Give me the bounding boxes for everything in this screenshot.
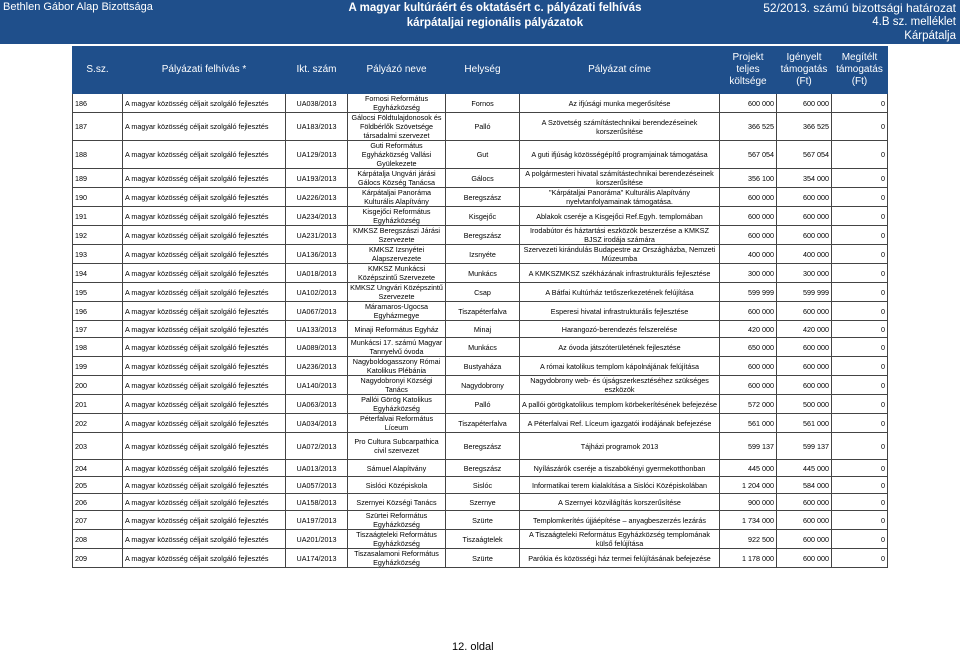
cell-palyazo: Gálocsi Földtulajdonosok és Földbérlők Szövetsége társadalmi szervezet bbox=[348, 113, 446, 141]
page-number: 12. oldal bbox=[452, 641, 494, 653]
cell-koltseg: 1 204 000 bbox=[720, 477, 777, 494]
cell-ssz: 206 bbox=[73, 494, 123, 511]
cell-iktszam: UA089/2013 bbox=[286, 338, 348, 357]
table-row bbox=[73, 141, 888, 169]
cell-helyseg: Beregszász bbox=[446, 460, 520, 477]
cell-helyseg: Tiszapéterfalva bbox=[446, 414, 520, 433]
cell-koltseg: 600 000 bbox=[720, 376, 777, 395]
cell-felhivas: A magyar közösség céljait szolgáló fejlesztés bbox=[123, 245, 286, 264]
cell-ssz: 198 bbox=[73, 338, 123, 357]
cell-felhivas: A magyar közösség céljait szolgáló fejlesztés bbox=[123, 113, 286, 141]
cell-helyseg: Csap bbox=[446, 283, 520, 302]
table-row bbox=[73, 94, 888, 113]
cell-iktszam: UA226/2013 bbox=[286, 188, 348, 207]
col-header-megitelt: Megítélt támogatás (Ft) bbox=[832, 47, 888, 94]
header-title bbox=[330, 1, 660, 31]
cell-cim: Szervezeti kirándulás Budapestre az Országházba, Nemzeti Múzeumba bbox=[520, 245, 720, 264]
cell-megitelt: 0 bbox=[832, 357, 888, 376]
cell-felhivas: A magyar közösség céljait szolgáló fejlesztés bbox=[123, 283, 286, 302]
cell-cim: A Szernyei közvilágítás korszerűsítése bbox=[520, 494, 720, 511]
cell-felhivas: A magyar közösség céljait szolgáló fejlesztés bbox=[123, 460, 286, 477]
cell-cim: Templomkerítés újjáépítése – anyagbeszerzés lezárás bbox=[520, 511, 720, 530]
table-row bbox=[73, 264, 888, 283]
cell-koltseg: 1 178 000 bbox=[720, 549, 777, 568]
cell-igenyelt: 445 000 bbox=[777, 460, 832, 477]
cell-ssz: 208 bbox=[73, 530, 123, 549]
table-row bbox=[73, 188, 888, 207]
cell-koltseg: 599 999 bbox=[720, 283, 777, 302]
cell-igenyelt: 599 137 bbox=[777, 433, 832, 460]
cell-igenyelt: 600 000 bbox=[777, 376, 832, 395]
table-row bbox=[73, 245, 888, 264]
cell-felhivas: A magyar közösség céljait szolgáló fejlesztés bbox=[123, 530, 286, 549]
cell-igenyelt: 600 000 bbox=[777, 494, 832, 511]
col-header-koltseg: Projekt teljes költsége bbox=[720, 47, 777, 94]
cell-ssz: 199 bbox=[73, 357, 123, 376]
cell-cim: Informatikai terem kialakítása a Sislóci Középiskolában bbox=[520, 477, 720, 494]
cell-ssz: 207 bbox=[73, 511, 123, 530]
table-row bbox=[73, 283, 888, 302]
cell-megitelt: 0 bbox=[832, 169, 888, 188]
cell-koltseg: 600 000 bbox=[720, 226, 777, 245]
cell-koltseg: 600 000 bbox=[720, 357, 777, 376]
cell-megitelt: 0 bbox=[832, 395, 888, 414]
cell-ssz: 189 bbox=[73, 169, 123, 188]
cell-megitelt: 0 bbox=[832, 226, 888, 245]
cell-cim: A Péterfalvai Ref. Líceum igazgatói irodájának befejezése bbox=[520, 414, 720, 433]
cell-cim: A Bátfai Kultúrház tetőszerkezetének felújítása bbox=[520, 283, 720, 302]
cell-iktszam: UA231/2013 bbox=[286, 226, 348, 245]
cell-helyseg: Minaj bbox=[446, 321, 520, 338]
col-header-cim: Pályázat címe bbox=[520, 47, 720, 94]
cell-felhivas: A magyar közösség céljait szolgáló fejlesztés bbox=[123, 264, 286, 283]
cell-igenyelt: 600 000 bbox=[777, 338, 832, 357]
cell-helyseg: Gálocs bbox=[446, 169, 520, 188]
table-row bbox=[73, 321, 888, 338]
cell-koltseg: 600 000 bbox=[720, 188, 777, 207]
cell-palyazo: KMKSZ Ungvári Középszintű Szervezete bbox=[348, 283, 446, 302]
cell-iktszam: UA136/2013 bbox=[286, 245, 348, 264]
cell-igenyelt: 500 000 bbox=[777, 395, 832, 414]
cell-cim: Ablakok cseréje a Kisgejőci Ref.Egyh. templomában bbox=[520, 207, 720, 226]
cell-ssz: 197 bbox=[73, 321, 123, 338]
cell-iktszam: UA183/2013 bbox=[286, 113, 348, 141]
cell-felhivas: A magyar közösség céljait szolgáló fejlesztés bbox=[123, 141, 286, 169]
cell-koltseg: 600 000 bbox=[720, 94, 777, 113]
table-row bbox=[73, 169, 888, 188]
cell-felhivas: A magyar közösség céljait szolgáló fejlesztés bbox=[123, 477, 286, 494]
table-row bbox=[73, 113, 888, 141]
cell-palyazo: Kisgejőci Református Egyházközség bbox=[348, 207, 446, 226]
cell-cim: A polgármesteri hivatal számítástechnikai berendezéseinek korszerűsítése bbox=[520, 169, 720, 188]
cell-igenyelt: 600 000 bbox=[777, 549, 832, 568]
cell-igenyelt: 599 999 bbox=[777, 283, 832, 302]
cell-cim: A pallói görögkatolikus templom körbekerítésének befejezése bbox=[520, 395, 720, 414]
cell-iktszam: UA133/2013 bbox=[286, 321, 348, 338]
cell-felhivas: A magyar közösség céljait szolgáló fejlesztés bbox=[123, 511, 286, 530]
cell-ssz: 192 bbox=[73, 226, 123, 245]
cell-helyseg: Kisgejőc bbox=[446, 207, 520, 226]
cell-igenyelt: 567 054 bbox=[777, 141, 832, 169]
cell-helyseg: Szürte bbox=[446, 511, 520, 530]
cell-megitelt: 0 bbox=[832, 433, 888, 460]
cell-megitelt: 0 bbox=[832, 94, 888, 113]
cell-igenyelt: 600 000 bbox=[777, 226, 832, 245]
cell-megitelt: 0 bbox=[832, 207, 888, 226]
cell-helyseg: Beregszász bbox=[446, 433, 520, 460]
cell-felhivas: A magyar közösség céljait szolgáló fejlesztés bbox=[123, 302, 286, 321]
cell-helyseg: Gut bbox=[446, 141, 520, 169]
cell-cim: Esperesi hivatal infrastrukturális fejlesztése bbox=[520, 302, 720, 321]
cell-iktszam: UA018/2013 bbox=[286, 264, 348, 283]
cell-helyseg: Beregszász bbox=[446, 188, 520, 207]
table-row bbox=[73, 460, 888, 477]
table-row bbox=[73, 357, 888, 376]
cell-koltseg: 356 100 bbox=[720, 169, 777, 188]
cell-igenyelt: 354 000 bbox=[777, 169, 832, 188]
cell-palyazo: Sislóci Középiskola bbox=[348, 477, 446, 494]
cell-helyseg: Bustyaháza bbox=[446, 357, 520, 376]
cell-felhivas: A magyar közösség céljait szolgáló fejlesztés bbox=[123, 376, 286, 395]
cell-igenyelt: 561 000 bbox=[777, 414, 832, 433]
cell-cim: Az ifjúsági munka megerősítése bbox=[520, 94, 720, 113]
header-title-line2: kárpátaljai regionális pályázatok bbox=[406, 17, 584, 29]
cell-ssz: 196 bbox=[73, 302, 123, 321]
cell-palyazo: Szürtei Református Egyházközség bbox=[348, 511, 446, 530]
cell-felhivas: A magyar közösség céljait szolgáló fejlesztés bbox=[123, 357, 286, 376]
cell-ssz: 188 bbox=[73, 141, 123, 169]
cell-ssz: 187 bbox=[73, 113, 123, 141]
cell-cim: "Kárpátaljai Panoráma" Kulturális Alapítvány nyelvtanfolyamainak támogatása. bbox=[520, 188, 720, 207]
cell-palyazo: KMKSZ Izsnyétei Alapszervezete bbox=[348, 245, 446, 264]
cell-ssz: 209 bbox=[73, 549, 123, 568]
header-region: Kárpátalja bbox=[904, 30, 956, 42]
table-row bbox=[73, 338, 888, 357]
cell-iktszam: UA234/2013 bbox=[286, 207, 348, 226]
cell-ssz: 205 bbox=[73, 477, 123, 494]
table-row bbox=[73, 207, 888, 226]
cell-palyazo: Máramaros-Ugocsa Egyházmegye bbox=[348, 302, 446, 321]
cell-cim: Nyílászárók cseréje a tiszabökényi gyermekotthonban bbox=[520, 460, 720, 477]
cell-koltseg: 922 500 bbox=[720, 530, 777, 549]
cell-helyseg: Palló bbox=[446, 113, 520, 141]
cell-megitelt: 0 bbox=[832, 477, 888, 494]
cell-igenyelt: 584 000 bbox=[777, 477, 832, 494]
cell-cim: Tájházi programok 2013 bbox=[520, 433, 720, 460]
cell-koltseg: 1 734 000 bbox=[720, 511, 777, 530]
cell-megitelt: 0 bbox=[832, 302, 888, 321]
table-row bbox=[73, 226, 888, 245]
cell-koltseg: 445 000 bbox=[720, 460, 777, 477]
header-title-line1: A magyar kultúráért és oktatásért c. pályázati felhívás bbox=[348, 2, 642, 14]
cell-iktszam: UA067/2013 bbox=[286, 302, 348, 321]
table-row bbox=[73, 433, 888, 460]
cell-ssz: 203 bbox=[73, 433, 123, 460]
cell-felhivas: A magyar közösség céljait szolgáló fejlesztés bbox=[123, 207, 286, 226]
cell-megitelt: 0 bbox=[832, 549, 888, 568]
cell-megitelt: 0 bbox=[832, 321, 888, 338]
cell-felhivas: A magyar közösség céljait szolgáló fejlesztés bbox=[123, 188, 286, 207]
cell-iktszam: UA063/2013 bbox=[286, 395, 348, 414]
table-row bbox=[73, 395, 888, 414]
cell-cim: Harangozó-berendezés felszerelése bbox=[520, 321, 720, 338]
cell-iktszam: UA038/2013 bbox=[286, 94, 348, 113]
cell-ssz: 201 bbox=[73, 395, 123, 414]
cell-ssz: 204 bbox=[73, 460, 123, 477]
cell-igenyelt: 600 000 bbox=[777, 94, 832, 113]
cell-palyazo: Nagydobronyi Községi Tanács bbox=[348, 376, 446, 395]
cell-iktszam: UA236/2013 bbox=[286, 357, 348, 376]
cell-megitelt: 0 bbox=[832, 141, 888, 169]
cell-cim: A guti ifjúság közösségépítő programjainak támogatása bbox=[520, 141, 720, 169]
cell-koltseg: 572 000 bbox=[720, 395, 777, 414]
cell-cim: A Szövetség számítástechnikai berendezéseinek korszerűsítése bbox=[520, 113, 720, 141]
col-header-palyazo: Pályázó neve bbox=[348, 47, 446, 94]
cell-iktszam: UA201/2013 bbox=[286, 530, 348, 549]
cell-cim: A Tiszaágteleki Református Egyházközség templomának külső felújítása bbox=[520, 530, 720, 549]
cell-koltseg: 561 000 bbox=[720, 414, 777, 433]
cell-palyazo: Szernyei Községi Tanács bbox=[348, 494, 446, 511]
cell-palyazo: Pro Cultura Subcarpathica civil szervezet bbox=[348, 433, 446, 460]
cell-felhivas: A magyar közösség céljait szolgáló fejlesztés bbox=[123, 169, 286, 188]
cell-ssz: 190 bbox=[73, 188, 123, 207]
cell-iktszam: UA197/2013 bbox=[286, 511, 348, 530]
cell-felhivas: A magyar közösség céljait szolgáló fejlesztés bbox=[123, 321, 286, 338]
cell-igenyelt: 600 000 bbox=[777, 530, 832, 549]
cell-cim: Parókia és közösségi ház termei felújításának befejezése bbox=[520, 549, 720, 568]
col-header-helyseg: Helység bbox=[446, 47, 520, 94]
cell-helyseg: Izsnyéte bbox=[446, 245, 520, 264]
cell-koltseg: 599 137 bbox=[720, 433, 777, 460]
cell-igenyelt: 420 000 bbox=[777, 321, 832, 338]
cell-igenyelt: 600 000 bbox=[777, 511, 832, 530]
table-header-row bbox=[73, 47, 888, 94]
cell-iktszam: UA129/2013 bbox=[286, 141, 348, 169]
cell-helyseg: Beregszász bbox=[446, 226, 520, 245]
cell-ssz: 195 bbox=[73, 283, 123, 302]
col-header-igenyelt: Igényelt támogatás (Ft) bbox=[777, 47, 832, 94]
cell-koltseg: 600 000 bbox=[720, 207, 777, 226]
cell-igenyelt: 600 000 bbox=[777, 188, 832, 207]
cell-palyazo: Munkácsi 17. számú Magyar Tannyelvű óvoda bbox=[348, 338, 446, 357]
cell-igenyelt: 300 000 bbox=[777, 264, 832, 283]
cell-felhivas: A magyar közösség céljait szolgáló fejlesztés bbox=[123, 395, 286, 414]
cell-ssz: 200 bbox=[73, 376, 123, 395]
table-row bbox=[73, 477, 888, 494]
cell-koltseg: 420 000 bbox=[720, 321, 777, 338]
cell-ssz: 194 bbox=[73, 264, 123, 283]
cell-helyseg: Fornos bbox=[446, 94, 520, 113]
cell-palyazo: KMKSZ Munkácsi Középszintű Szervezete bbox=[348, 264, 446, 283]
cell-iktszam: UA072/2013 bbox=[286, 433, 348, 460]
cell-megitelt: 0 bbox=[832, 113, 888, 141]
table-row bbox=[73, 530, 888, 549]
header-resolution: 52/2013. számú bizottsági határozat bbox=[763, 1, 956, 15]
cell-felhivas: A magyar közösség céljait szolgáló fejlesztés bbox=[123, 433, 286, 460]
cell-koltseg: 366 525 bbox=[720, 113, 777, 141]
cell-igenyelt: 600 000 bbox=[777, 207, 832, 226]
table-row bbox=[73, 549, 888, 568]
cell-palyazo: Pallói Görög Katolikus Egyházközség bbox=[348, 395, 446, 414]
cell-iktszam: UA057/2013 bbox=[286, 477, 348, 494]
cell-felhivas: A magyar közösség céljait szolgáló fejlesztés bbox=[123, 94, 286, 113]
cell-palyazo: Tiszaágteleki Református Egyházközség bbox=[348, 530, 446, 549]
cell-megitelt: 0 bbox=[832, 264, 888, 283]
cell-megitelt: 0 bbox=[832, 530, 888, 549]
cell-iktszam: UA102/2013 bbox=[286, 283, 348, 302]
cell-iktszam: UA013/2013 bbox=[286, 460, 348, 477]
cell-megitelt: 0 bbox=[832, 494, 888, 511]
cell-igenyelt: 366 525 bbox=[777, 113, 832, 141]
col-header-ssz: S.sz. bbox=[73, 47, 123, 94]
cell-palyazo: Kárpátaljai Panoráma Kulturális Alapítvány bbox=[348, 188, 446, 207]
cell-felhivas: A magyar közösség céljait szolgáló fejlesztés bbox=[123, 549, 286, 568]
cell-ssz: 191 bbox=[73, 207, 123, 226]
cell-koltseg: 400 000 bbox=[720, 245, 777, 264]
cell-koltseg: 900 000 bbox=[720, 494, 777, 511]
page-header bbox=[0, 0, 960, 44]
cell-iktszam: UA158/2013 bbox=[286, 494, 348, 511]
cell-helyseg: Munkács bbox=[446, 338, 520, 357]
cell-iktszam: UA193/2013 bbox=[286, 169, 348, 188]
cell-helyseg: Szernye bbox=[446, 494, 520, 511]
cell-felhivas: A magyar közösség céljait szolgáló fejlesztés bbox=[123, 414, 286, 433]
cell-cim: Nagydobrony web- és újságszerkesztéséhez szükséges eszközök bbox=[520, 376, 720, 395]
cell-megitelt: 0 bbox=[832, 376, 888, 395]
col-header-iktszam: Ikt. szám bbox=[286, 47, 348, 94]
table-row bbox=[73, 302, 888, 321]
cell-palyazo: Sámuel Alapítvány bbox=[348, 460, 446, 477]
cell-koltseg: 600 000 bbox=[720, 302, 777, 321]
cell-iktszam: UA140/2013 bbox=[286, 376, 348, 395]
cell-megitelt: 0 bbox=[832, 511, 888, 530]
cell-helyseg: Szürte bbox=[446, 549, 520, 568]
cell-palyazo: Nagyboldogasszony Római Katolikus Plébánia bbox=[348, 357, 446, 376]
cell-megitelt: 0 bbox=[832, 283, 888, 302]
cell-ssz: 186 bbox=[73, 94, 123, 113]
cell-megitelt: 0 bbox=[832, 338, 888, 357]
header-reference bbox=[763, 1, 956, 43]
cell-iktszam: UA034/2013 bbox=[286, 414, 348, 433]
cell-palyazo: Fornosi Református Egyházközség bbox=[348, 94, 446, 113]
cell-cim: Az óvoda játszóterületének fejlesztése bbox=[520, 338, 720, 357]
cell-felhivas: A magyar közösség céljait szolgáló fejlesztés bbox=[123, 338, 286, 357]
cell-palyazo: KMKSZ Beregszászi Járási Szervezete bbox=[348, 226, 446, 245]
cell-cim: Irodabútor és háztartási eszközök beszerzése a KMKSZ BJSZ irodája számára bbox=[520, 226, 720, 245]
cell-koltseg: 650 000 bbox=[720, 338, 777, 357]
cell-palyazo: Péterfalvai Református Líceum bbox=[348, 414, 446, 433]
cell-helyseg: Nagydobrony bbox=[446, 376, 520, 395]
cell-igenyelt: 600 000 bbox=[777, 357, 832, 376]
cell-felhivas: A magyar közösség céljait szolgáló fejlesztés bbox=[123, 494, 286, 511]
cell-helyseg: Sislóc bbox=[446, 477, 520, 494]
table-row bbox=[73, 511, 888, 530]
cell-iktszam: UA174/2013 bbox=[286, 549, 348, 568]
cell-koltseg: 567 054 bbox=[720, 141, 777, 169]
cell-helyseg: Tiszapéterfalva bbox=[446, 302, 520, 321]
cell-palyazo: Kárpátalja Ungvári járási Gálocs Község Tanácsa bbox=[348, 169, 446, 188]
cell-cim: A KMKSZMKSZ székházának infrastrukturális fejlesztése bbox=[520, 264, 720, 283]
cell-megitelt: 0 bbox=[832, 414, 888, 433]
cell-igenyelt: 600 000 bbox=[777, 302, 832, 321]
cell-ssz: 202 bbox=[73, 414, 123, 433]
cell-helyseg: Tiszaágtelek bbox=[446, 530, 520, 549]
cell-megitelt: 0 bbox=[832, 460, 888, 477]
header-annex: 4.B sz. melléklet bbox=[872, 16, 956, 28]
cell-ssz: 193 bbox=[73, 245, 123, 264]
cell-palyazo: Guti Református Egyházközség Vallási Gyülekezete bbox=[348, 141, 446, 169]
cell-igenyelt: 400 000 bbox=[777, 245, 832, 264]
cell-helyseg: Munkács bbox=[446, 264, 520, 283]
table-row bbox=[73, 376, 888, 395]
grants-table bbox=[72, 46, 888, 568]
cell-megitelt: 0 bbox=[832, 245, 888, 264]
table-row bbox=[73, 414, 888, 433]
cell-helyseg: Palló bbox=[446, 395, 520, 414]
header-org: Bethlen Gábor Alap Bizottsága bbox=[3, 1, 153, 13]
cell-felhivas: A magyar közösség céljait szolgáló fejlesztés bbox=[123, 226, 286, 245]
cell-palyazo: Tiszasalamoni Református Egyházközség bbox=[348, 549, 446, 568]
col-header-felhivas: Pályázati felhívás * bbox=[123, 47, 286, 94]
table-row bbox=[73, 494, 888, 511]
cell-megitelt: 0 bbox=[832, 188, 888, 207]
cell-cim: A római katolikus templom kápolnájának felújítása bbox=[520, 357, 720, 376]
cell-koltseg: 300 000 bbox=[720, 264, 777, 283]
cell-palyazo: Minaji Református Egyház bbox=[348, 321, 446, 338]
